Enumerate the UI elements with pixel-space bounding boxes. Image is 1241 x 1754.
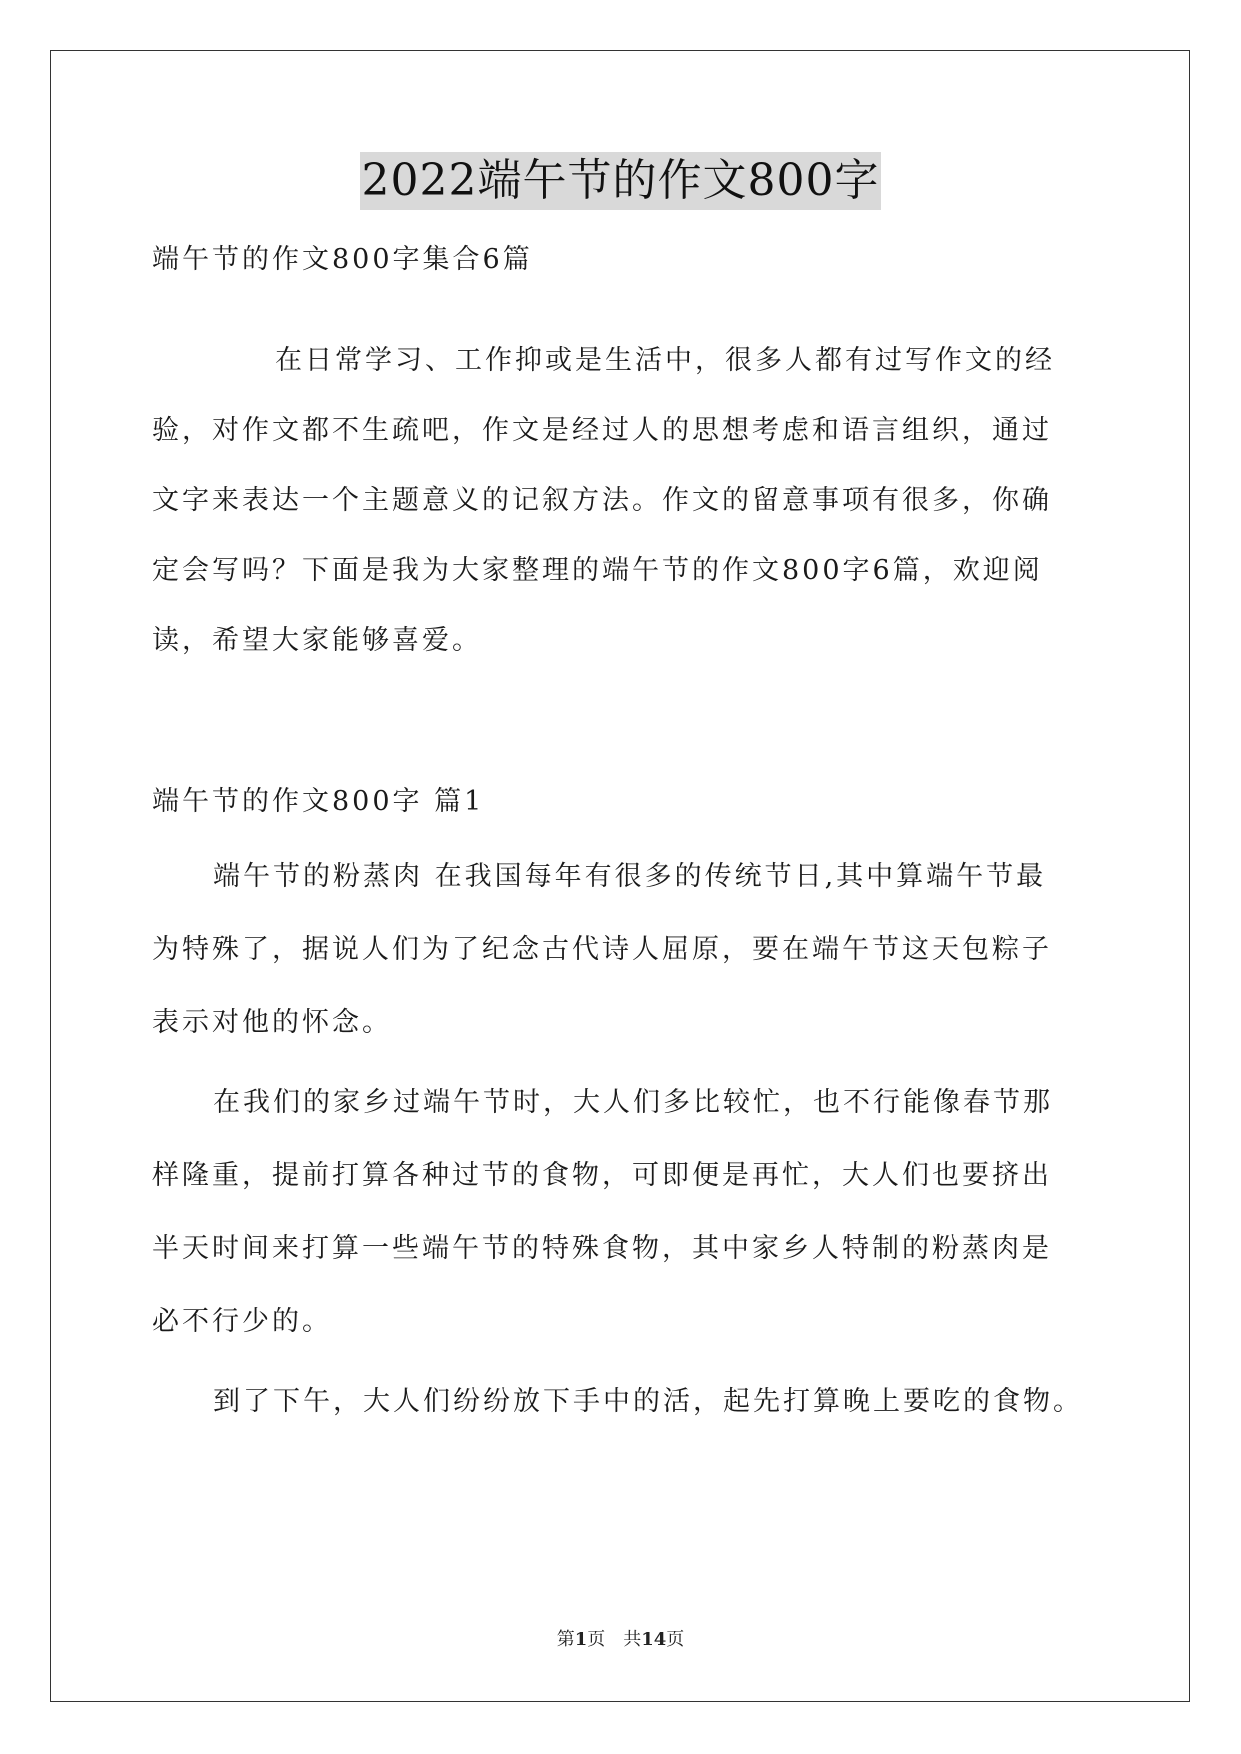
intro-line-2: 验，对作文都不生疏吧，作文是经过人的思想考虑和语言组织，通过 xyxy=(152,415,1052,446)
footer-page-prefix: 第 xyxy=(556,1629,575,1650)
para2-line-1: 在我们的家乡过端午节时，大人们多比较忙，也不行能像春节那 xyxy=(213,1087,1053,1118)
intro-line-1: 在日常学习、工作抑或是生活中，很多人都有过写作文的经 xyxy=(275,345,1055,376)
intro-line-3: 文字来表达一个主题意义的记叙方法。作文的留意事项有很多，你确 xyxy=(152,485,1052,516)
title-container xyxy=(0,152,1241,210)
section-heading: 端午节的作文800字 篇1 xyxy=(152,786,485,817)
footer-page-mid: 页 共 xyxy=(587,1629,642,1650)
para2-line-4: 必不行少的。 xyxy=(152,1306,332,1337)
intro-line-4: 定会写吗？下面是我为大家整理的端午节的作文800字6篇，欢迎阅 xyxy=(152,555,1043,586)
para2-line-3: 半天时间来打算一些端午节的特殊食物，其中家乡人特制的粉蒸肉是 xyxy=(152,1233,1052,1264)
para1-line-1: 端午节的粉蒸肉 在我国每年有很多的传统节日,其中算端午节最 xyxy=(213,861,1047,892)
document-title: 2022端午节的作文800字 xyxy=(360,152,882,210)
footer-page-total: 14 xyxy=(641,1629,667,1650)
para1-line-3: 表示对他的怀念。 xyxy=(152,1007,392,1038)
intro-line-5: 读，希望大家能够喜爱。 xyxy=(152,625,482,656)
page-footer xyxy=(0,1628,1241,1652)
footer-page-suffix: 页 xyxy=(666,1629,685,1650)
para2-line-2: 样隆重，提前打算各种过节的食物，可即便是再忙，大人们也要挤出 xyxy=(152,1160,1052,1191)
document-subtitle: 端午节的作文800字集合6篇 xyxy=(152,244,533,275)
footer-page-current: 1 xyxy=(574,1629,588,1650)
para3-line-1: 到了下午，大人们纷纷放下手中的活，起先打算晚上要吃的食物。 xyxy=(213,1386,1083,1417)
para1-line-2: 为特殊了，据说人们为了纪念古代诗人屈原，要在端午节这天包粽子 xyxy=(152,934,1052,965)
